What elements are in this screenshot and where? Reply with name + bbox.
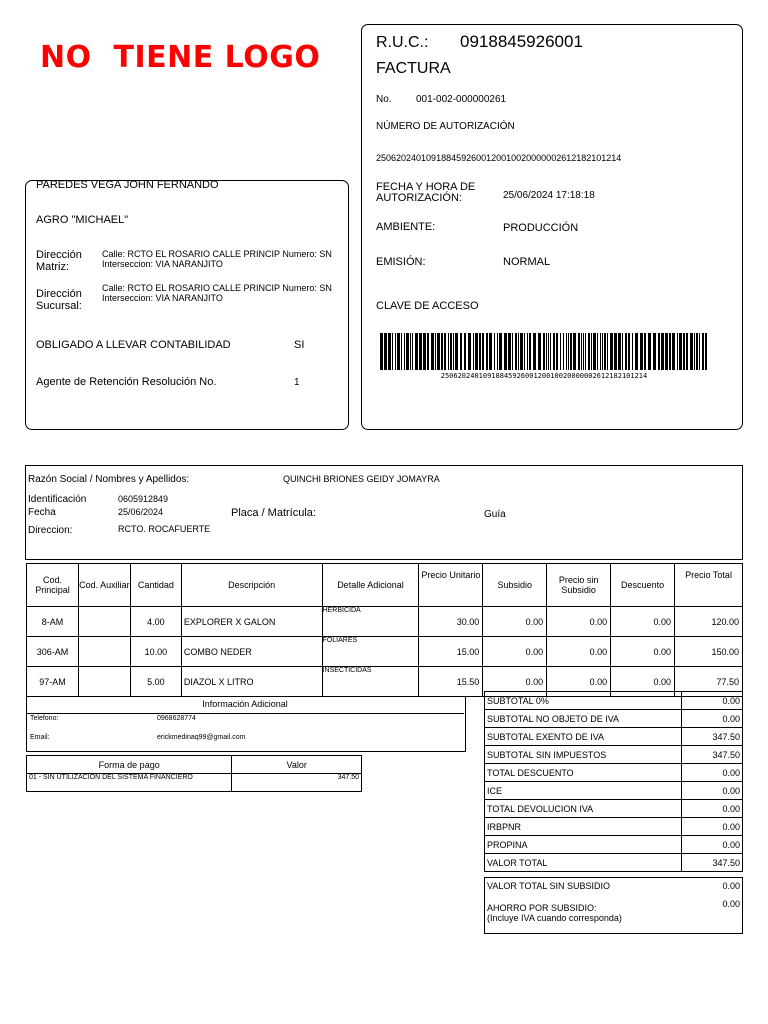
barcode-bar	[573, 333, 576, 370]
barcode-bar	[404, 333, 405, 370]
barcode-bar	[602, 333, 603, 370]
cell-descuento: 0.00	[611, 607, 675, 637]
total-row	[485, 764, 743, 782]
barcode-bar	[538, 333, 541, 370]
ambiente-label: AMBIENTE:	[376, 221, 436, 233]
barcode-bar	[661, 333, 664, 370]
barcode-bar	[607, 333, 608, 370]
matriz-value: Calle: RCTO EL ROSARIO CALLE PRINCIP Numero: SN Interseccion: VIA NARANJITO	[102, 249, 332, 269]
total-row	[485, 692, 743, 710]
barcode-bar	[683, 333, 685, 370]
col-descripcion: Descripción	[181, 564, 322, 607]
barcode-bar	[591, 333, 592, 370]
ruc-value: 0918845926001	[460, 32, 583, 51]
barcode-bar	[677, 333, 678, 370]
detalle-text: FOLIARES	[322, 637, 358, 644]
total-value: 0.00	[682, 800, 743, 818]
access-key-barcode	[380, 333, 708, 370]
placa-label: Placa / Matrícula:	[231, 507, 316, 519]
total-value: 0.00	[682, 818, 743, 836]
barcode-bar	[444, 333, 446, 370]
barcode-bar	[392, 333, 393, 370]
agente-value: 1	[294, 377, 300, 388]
contabilidad-value: SI	[294, 339, 305, 351]
valor-header: Valor	[232, 756, 362, 774]
cell-precio-sin-subsidio: 0.00	[547, 667, 611, 697]
barcode-bar	[648, 333, 651, 370]
clave-label: CLAVE DE ACCESO	[376, 300, 479, 312]
email-label: Email:	[30, 734, 50, 741]
barcode-bar	[441, 333, 443, 370]
matriz-label: Dirección Matriz:	[36, 249, 82, 273]
barcode-bar	[614, 333, 617, 370]
barcode-bar	[597, 333, 598, 370]
barcode-bar	[527, 333, 528, 370]
barcode-bar	[570, 333, 572, 370]
cell-cod-auxiliar	[78, 607, 130, 637]
telefono-label: Telefono:	[30, 715, 59, 722]
cell-precio-sin-subsidio: 0.00	[547, 637, 611, 667]
barcode-bar	[705, 333, 707, 370]
cell-cod-auxiliar	[78, 637, 130, 667]
cell-descuento: 0.00	[611, 667, 675, 697]
cell-descuento: 0.00	[611, 637, 675, 667]
barcode-bar	[686, 333, 688, 370]
cell-cod-auxiliar	[78, 667, 130, 697]
barcode-bar	[520, 333, 523, 370]
barcode-bar	[553, 333, 555, 370]
barcode-bar	[635, 333, 638, 370]
barcode-bar	[515, 333, 517, 370]
agente-label: Agente de Retención Resolución No.	[36, 376, 217, 388]
cell-subsidio: 0.00	[483, 637, 547, 667]
barcode-bar	[546, 333, 547, 370]
cell-cod-principal: 306-AM	[27, 637, 79, 667]
barcode-bar	[581, 333, 582, 370]
total-value: 0.00	[682, 836, 743, 854]
barcode-bar	[588, 333, 590, 370]
table-row	[27, 637, 743, 667]
barcode-bar	[632, 333, 633, 370]
barcode-bar	[585, 333, 586, 370]
fecha-auth-value: 25/06/2024 17:18:18	[503, 190, 595, 201]
barcode-bar	[395, 333, 396, 370]
barcode-bar	[628, 333, 630, 370]
barcode-bar	[690, 333, 693, 370]
barcode-bar	[618, 333, 621, 370]
barcode-bar	[702, 333, 704, 370]
cell-cod-principal: 8-AM	[27, 607, 79, 637]
cell-subsidio: 0.00	[483, 607, 547, 637]
cell-precio-unitario: 30.00	[419, 607, 483, 637]
invoice-no-value: 001-002-000000261	[416, 94, 507, 105]
payment-table	[26, 755, 362, 792]
doc-type: FACTURA	[376, 60, 451, 77]
cell-cantidad: 10.00	[130, 637, 181, 667]
barcode-bar	[435, 333, 436, 370]
valor-sin-subsidio-label: VALOR TOTAL SIN SUBSIDIO	[487, 881, 611, 891]
total-value: 0.00	[682, 692, 743, 710]
barcode-bar	[497, 333, 498, 370]
barcode-bar	[568, 333, 569, 370]
barcode-bar	[640, 333, 643, 370]
barcode-bar	[679, 333, 682, 370]
total-label: SUBTOTAL NO OBJETO DE IVA	[485, 710, 682, 728]
barcode-bar	[455, 333, 458, 370]
barcode-bar	[508, 333, 511, 370]
razon-label: Razón Social / Nombres y Apellidos:	[28, 474, 190, 485]
total-label: TOTAL DESCUENTO	[485, 764, 682, 782]
total-label: VALOR TOTAL	[485, 854, 682, 872]
direccion-value: RCTO. ROCAFUERTE	[118, 524, 211, 534]
barcode-bar	[406, 333, 409, 370]
cell-cantidad: 4.00	[130, 607, 181, 637]
invoice-no-label: No.	[376, 94, 392, 105]
barcode-bar	[460, 333, 462, 370]
barcode-bar	[512, 333, 513, 370]
cell-descripcion: DIAZOL X LITRO	[181, 667, 322, 697]
table-row	[27, 607, 743, 637]
barcode-bar	[524, 333, 525, 370]
barcode-bar	[699, 333, 700, 370]
barcode-bar	[437, 333, 440, 370]
barcode-bar	[494, 333, 495, 370]
forma-pago-header: Forma de pago	[27, 756, 232, 774]
barcode-bar	[464, 333, 466, 370]
cell-detalle	[322, 607, 419, 637]
barcode-bar	[450, 333, 452, 370]
auth-value: 2506202401091884592600120010020000002612182101214	[376, 153, 622, 163]
total-value: 347.50	[682, 728, 743, 746]
issuer-name: PAREDES VEGA JOHN FERNANDO	[36, 179, 219, 191]
barcode-bar	[550, 333, 551, 370]
total-value: 347.50	[682, 854, 743, 872]
barcode-bar	[388, 333, 391, 370]
contabilidad-label: OBLIGADO A LLEVAR CONTABILIDAD	[36, 339, 231, 351]
col-detalle: Detalle Adicional	[322, 564, 419, 607]
valor-sin-subsidio-value: 0.00	[722, 881, 740, 891]
barcode-bar	[482, 333, 484, 370]
total-row	[485, 800, 743, 818]
total-label: SUBTOTAL EXENTO DE IVA	[485, 728, 682, 746]
col-descuento: Descuento	[611, 564, 675, 607]
barcode-bar	[578, 333, 580, 370]
cell-detalle	[322, 637, 419, 667]
email-value: erickmedinaq99@gmail.com	[157, 734, 246, 741]
cell-precio-sin-subsidio: 0.00	[547, 607, 611, 637]
cell-precio-total: 120.00	[675, 607, 743, 637]
barcode-bar	[518, 333, 519, 370]
razon-value: QUINCHI BRIONES GEIDY JOMAYRA	[283, 474, 440, 484]
barcode-bar	[566, 333, 567, 370]
cell-detalle	[322, 667, 419, 697]
cell-descripcion: EXPLORER X GALON	[181, 607, 322, 637]
cell-descripcion: COMBO NEDER	[181, 637, 322, 667]
emision-value: NORMAL	[503, 256, 551, 268]
col-cod-auxiliar: Cod. Auxiliar	[78, 564, 130, 607]
barcode-bar	[610, 333, 613, 370]
totals-table	[484, 691, 743, 872]
barcode-bar	[410, 333, 411, 370]
col-precio-total: Precio Total	[675, 564, 743, 607]
col-subsidio: Subsidio	[483, 564, 547, 607]
barcode-bar	[556, 333, 558, 370]
cell-precio-unitario: 15.00	[419, 637, 483, 667]
sucursal-label: Dirección Sucursal:	[36, 288, 82, 312]
fecha-label: Fecha	[28, 507, 56, 518]
emision-label: EMISIÓN:	[376, 256, 426, 268]
barcode-bar	[453, 333, 454, 370]
barcode-bar	[665, 333, 668, 370]
detalle-text: INSECTICIDAS	[322, 667, 372, 674]
fecha-value: 25/06/2024	[118, 507, 164, 517]
total-row	[485, 782, 743, 800]
total-value: 0.00	[682, 710, 743, 728]
col-precio-unitario: Precio Unitario	[419, 564, 483, 607]
barcode-bar	[489, 333, 492, 370]
barcode-bar	[696, 333, 698, 370]
barcode-bar	[563, 333, 564, 370]
barcode-bar	[412, 333, 413, 370]
col-precio-sin-subsidio: Precio sin Subsidio	[547, 564, 611, 607]
barcode-bar	[401, 333, 402, 370]
barcode-bar	[543, 333, 545, 370]
access-key-number: 2506202401091884592600120010020000002612182101214	[440, 372, 648, 380]
total-row	[485, 836, 743, 854]
ahorro-subsidio-value: 0.00	[722, 899, 740, 909]
barcode-bar	[672, 333, 675, 370]
barcode-bar	[380, 333, 383, 370]
total-value: 0.00	[682, 764, 743, 782]
barcode-bar	[415, 333, 418, 370]
barcode-bar	[468, 333, 471, 370]
col-cod-principal: Cod. Principal	[27, 564, 79, 607]
total-label: IRBPNR	[485, 818, 682, 836]
total-row	[485, 854, 743, 872]
cell-cod-principal: 97-AM	[27, 667, 79, 697]
id-label: Identificación	[28, 494, 87, 505]
sucursal-value: Calle: RCTO EL ROSARIO CALLE PRINCIP Numero: SN Interseccion: VIA NARANJITO	[102, 283, 332, 303]
valor-value: 347.50	[232, 774, 362, 792]
no-logo-text: NO TIENE LOGO	[40, 40, 321, 75]
barcode-bar	[669, 333, 671, 370]
telefono-value: 0968628774	[157, 715, 196, 722]
total-label: ICE	[485, 782, 682, 800]
ambiente-value: PRODUCCIÓN	[503, 222, 579, 234]
barcode-bar	[397, 333, 400, 370]
cell-precio-unitario: 15.50	[419, 667, 483, 697]
ahorro-subsidio-note: (Incluye IVA cuando corresponda)	[487, 913, 622, 923]
detalle-text: HERBICIDA	[322, 607, 361, 614]
total-value: 347.50	[682, 746, 743, 764]
barcode-bar	[593, 333, 596, 370]
barcode-bar	[384, 333, 387, 370]
barcode-bar	[644, 333, 646, 370]
barcode-bar	[622, 333, 623, 370]
cell-cantidad: 5.00	[130, 667, 181, 697]
barcode-bar	[583, 333, 584, 370]
total-row	[485, 710, 743, 728]
ruc-label: R.U.C.:	[376, 34, 429, 51]
barcode-bar	[475, 333, 478, 370]
barcode-bar	[448, 333, 449, 370]
items-table	[26, 563, 743, 697]
barcode-bar	[653, 333, 656, 370]
barcode-bar	[529, 333, 531, 370]
barcode-bar	[560, 333, 561, 370]
total-label: SUBTOTAL 0%	[485, 692, 682, 710]
barcode-bar	[419, 333, 422, 370]
fecha-auth-label: FECHA Y HORA DE AUTORIZACIÓN:	[376, 181, 476, 204]
total-value: 0.00	[682, 782, 743, 800]
total-label: TOTAL DEVOLUCION IVA	[485, 800, 682, 818]
total-row	[485, 746, 743, 764]
barcode-bar	[423, 333, 426, 370]
info-adicional-title: Información Adicional	[26, 696, 464, 714]
barcode-bar	[499, 333, 502, 370]
barcode-bar	[694, 333, 695, 370]
cell-subsidio: 0.00	[483, 667, 547, 697]
total-label: PROPINA	[485, 836, 682, 854]
guia-label: Guía	[484, 509, 506, 520]
barcode-bar	[473, 333, 474, 370]
ahorro-subsidio-label: AHORRO POR SUBSIDIO:	[487, 903, 597, 913]
barcode-bar	[604, 333, 606, 370]
barcode-bar	[431, 333, 434, 370]
barcode-bar	[548, 333, 549, 370]
barcode-bar	[486, 333, 488, 370]
auth-label: NÚMERO DE AUTORIZACIÓN	[376, 121, 515, 132]
total-label: SUBTOTAL SIN IMPUESTOS	[485, 746, 682, 764]
total-row	[485, 818, 743, 836]
total-row	[485, 728, 743, 746]
barcode-bar	[427, 333, 429, 370]
cell-precio-total: 77.50	[675, 667, 743, 697]
barcode-bar	[625, 333, 627, 370]
issuer-trade-name: AGRO "MICHAEL"	[36, 214, 129, 226]
id-value: 0605912849	[118, 494, 169, 504]
col-cantidad: Cantidad	[130, 564, 181, 607]
barcode-bar	[479, 333, 481, 370]
cell-precio-total: 150.00	[675, 637, 743, 667]
barcode-bar	[504, 333, 507, 370]
barcode-bar	[658, 333, 660, 370]
direccion-label: Direccion:	[28, 525, 73, 536]
forma-pago-value: 01 - SIN UTILIZACION DEL SISTEMA FINANCIERO	[27, 774, 232, 792]
barcode-bar	[533, 333, 536, 370]
barcode-bar	[600, 333, 601, 370]
